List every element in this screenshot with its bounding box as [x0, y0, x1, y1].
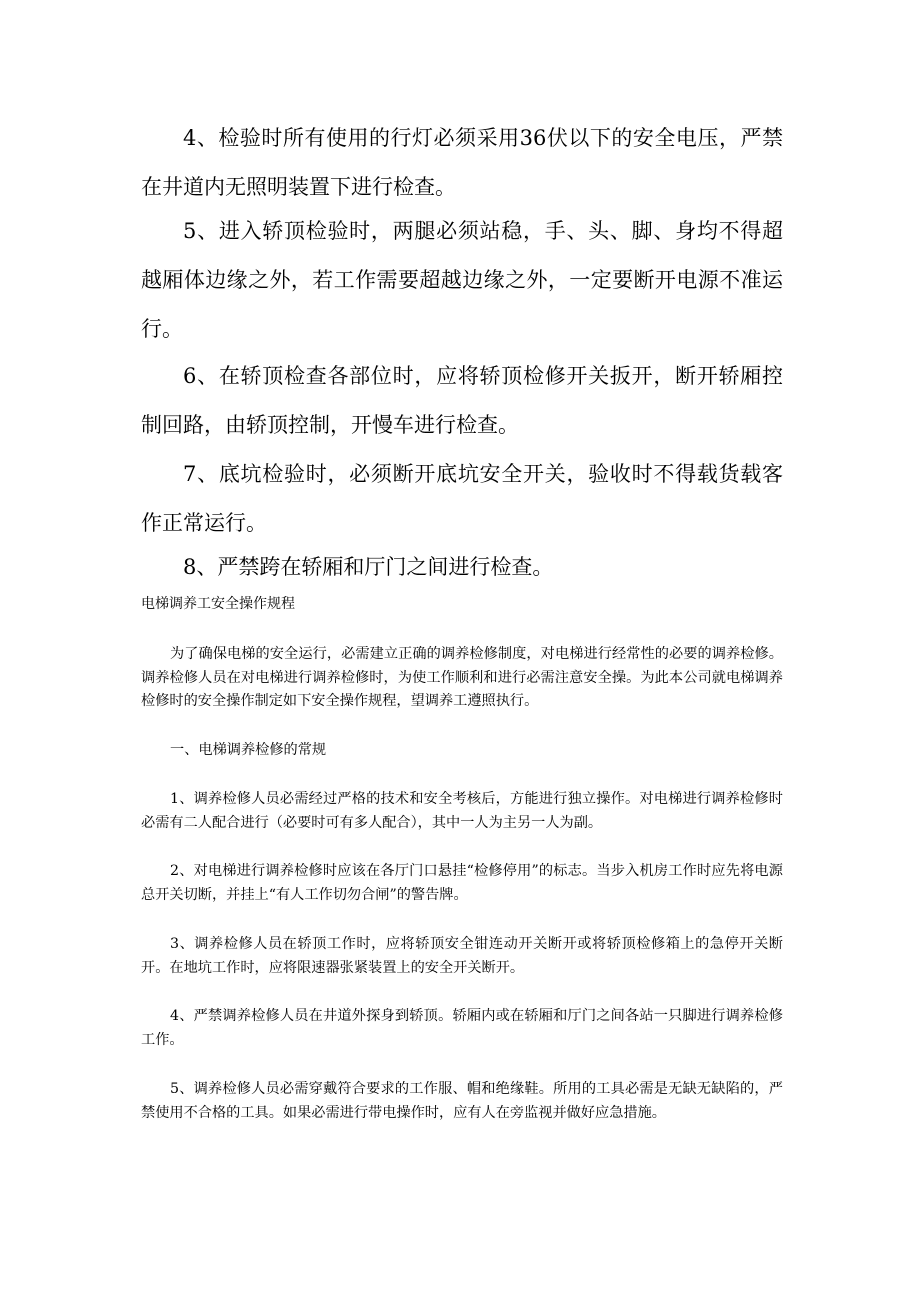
upper-rule-5: 5、进入轿顶检验时，两腿必须站稳，手、头、脚、身均不得超越厢体边缘之外，若工作需要超越边缘之外，一定要断开电源不准运行。: [141, 219, 783, 341]
intro-paragraph: 为了确保电梯的安全运行，必需建立正确的调养检修制度，对电梯进行经常性的必要的调养检修。调养检修人员在对电梯进行调养检修时，为使工作顺利和进行必需注意安全操。为此本公司就电梯调养检修时的安全操作制定如下安全操作规程，望调养工遵照执行。: [141, 646, 783, 709]
document-title: 电梯调养工安全操作规程: [141, 596, 295, 612]
lower-rule-3: 3、调养检修人员在轿顶工作时，应将轿顶安全钳连动开关断开或将轿顶检修箱上的急停开关断开。在地坑工作时，应将限速器张紧装置上的安全开关断开。: [141, 936, 783, 976]
upper-rule-4: 4、检验时所有使用的行灯必须采用36伏以下的安全电压，严禁在井道内无照明装置下进行检查。: [141, 126, 783, 199]
lower-rule-1: 1、调养检修人员必需经过严格的技术和安全考核后，方能进行独立操作。对电梯进行调养检修时必需有二人配合进行（必要时可有多人配合），其中一人为主另一人为副。: [141, 791, 783, 831]
lower-rule-2: 2、对电梯进行调养检修时应该在各厅门口悬挂“检修停用”的标志。当步入机房工作时应先将电源总开关切断，并挂上“有人工作切勿合闸”的警告牌。: [141, 863, 783, 903]
upper-rule-6: 6、在轿顶检查各部位时，应将轿顶检修开关扳开，断开轿厢控制回路，由轿顶控制，开慢车进行检查。: [141, 364, 783, 437]
upper-rule-8: 8、严禁跨在轿厢和厅门之间进行检查。: [183, 555, 554, 579]
lower-rule-5: 5、调养检修人员必需穿戴符合要求的工作服、帽和绝缘鞋。所用的工具必需是无缺无缺陷的，严禁使用不合格的工具。如果必需进行带电操作时，应有人在旁监视并做好应急措施。: [141, 1081, 783, 1121]
lower-rule-4: 4、严禁调养检修人员在井道外探身到轿顶。轿厢内或在轿厢和厅门之间各站一只脚进行调养检修工作。: [141, 1008, 783, 1048]
upper-rule-7: 7、底坑检验时，必须断开底坑安全开关，验收时不得载货载客作正常运行。: [141, 462, 783, 535]
section-heading: 一、电梯调养检修的常规: [170, 742, 327, 758]
